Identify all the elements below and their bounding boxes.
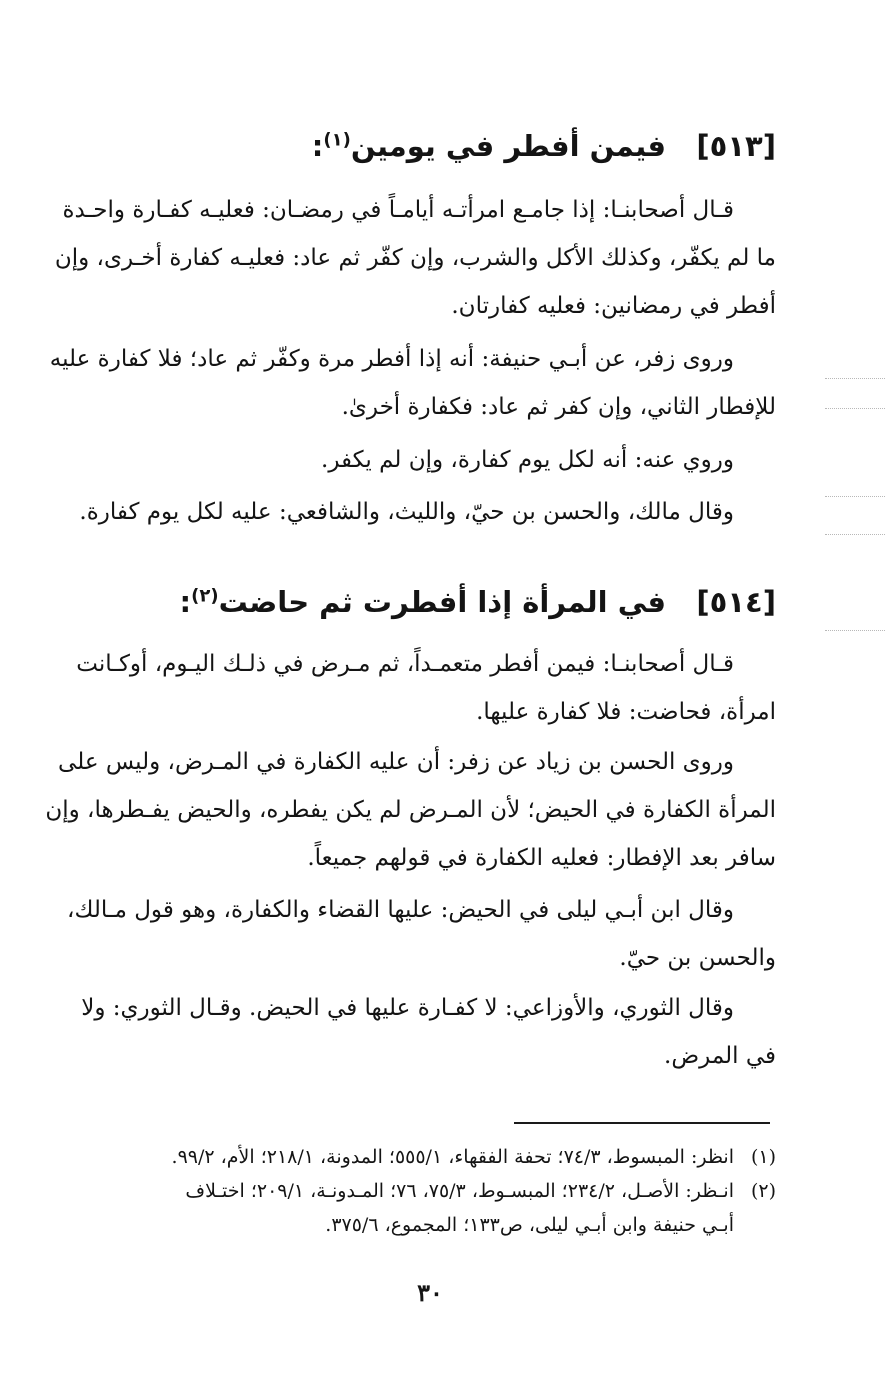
margin-dots bbox=[825, 408, 885, 409]
footnote-separator bbox=[514, 1122, 770, 1124]
paragraph bbox=[30, 488, 776, 536]
section-heading-514 bbox=[30, 582, 776, 622]
footnote-1 bbox=[30, 1140, 776, 1174]
paragraph bbox=[30, 984, 776, 1080]
footnote-text bbox=[30, 1140, 734, 1174]
text-line: أفطر في رمضانين: فعليه كفارتان. bbox=[451, 293, 776, 319]
paragraph bbox=[30, 886, 776, 982]
section-title: في المرأة إذا أفطرت ثم حاضت bbox=[218, 585, 667, 619]
text-line: وقال ابن أبـي ليلى في الحيض: عليها القضاء والكفارة، وهو قول مـالك، bbox=[67, 897, 734, 923]
text-line: وقال مالك، والحسن بن حيّ، والليث، والشافعي: عليه لكل يوم كفارة. bbox=[79, 499, 734, 525]
text-line: امرأة، فحاضت: فلا كفارة عليها. bbox=[476, 699, 776, 725]
footnote-number: (٢) bbox=[750, 1180, 776, 1202]
footnote-number: (١) bbox=[750, 1146, 776, 1168]
title-colon: : bbox=[179, 585, 192, 619]
footnote-marker[interactable]: (٢) bbox=[191, 585, 219, 607]
text-line: وروى الحسن بن زياد عن زفر: أن عليه الكفارة في المـرض، وليس على bbox=[58, 749, 734, 775]
text-line: قـال أصحابنـا: إذا جامـع امرأتـه أيامـاً في رمضـان: فعليـه كفـارة واحـدة bbox=[62, 197, 734, 223]
footnote-text bbox=[30, 1174, 734, 1242]
paragraph bbox=[30, 738, 776, 882]
footnote-line: انظر: المبسوط، ٧٤/٣؛ تحفة الفقهاء، ٥٥٥/١؛ المدونة، ٢١٨/١؛ الأم، ٩٩/٢. bbox=[171, 1146, 734, 1168]
text-line: المرأة الكفارة في الحيض؛ لأن المـرض لم يكن يفطره، والحيض يفـطرها، وإن bbox=[45, 797, 776, 823]
text-line: وقال الثوري، والأوزاعي: لا كفـارة عليها في الحيض. وقـال الثوري: ولا bbox=[81, 995, 734, 1021]
paragraph bbox=[30, 186, 776, 330]
paragraph bbox=[30, 436, 776, 484]
footnote-marker[interactable]: (١) bbox=[323, 129, 351, 151]
text-line: قـال أصحابنـا: فيمن أفطر متعمـداً، ثم مـرض في ذلـك اليـوم، أوكـانت bbox=[76, 651, 734, 677]
text-line: للإفطار الثاني، وإن كفر ثم عاد: فكفارة أخرىٰ. bbox=[341, 394, 776, 420]
text-line: وروى زفر، عن أبـي حنيفة: أنه إذا أفطر مرة وكفّر ثم عاد؛ فلا كفارة عليه bbox=[49, 346, 734, 372]
section-heading-513 bbox=[30, 126, 776, 166]
section-number: [٥١٤] bbox=[696, 585, 776, 619]
section-title: فيمن أفطر في يومين bbox=[350, 129, 667, 163]
margin-dots bbox=[825, 378, 885, 379]
text-line: في المرض. bbox=[664, 1043, 776, 1069]
margin-dots bbox=[825, 630, 885, 631]
footnote-line: أبـي حنيفة وابن أبـي ليلى، ص١٣٣؛ المجموع، ٣٧٥/٦. bbox=[325, 1214, 734, 1236]
text-line: ما لم يكفّر، وكذلك الأكل والشرب، وإن كفّر ثم عاد: فعليـه كفارة أخـرى، وإن bbox=[54, 245, 776, 271]
margin-dots bbox=[825, 496, 885, 497]
title-colon: : bbox=[311, 129, 324, 163]
paragraph bbox=[30, 640, 776, 736]
section-number: [٥١٣] bbox=[696, 129, 776, 163]
margin-dots bbox=[825, 534, 885, 535]
paragraph bbox=[30, 335, 776, 431]
text-line: والحسن بن حيّ. bbox=[619, 945, 776, 971]
book-page bbox=[30, 0, 782, 1380]
page-number: ٣٠ bbox=[417, 1278, 443, 1307]
text-line: وروي عنه: أنه لكل يوم كفارة، وإن لم يكفر. bbox=[321, 447, 734, 473]
text-line: سافر بعد الإفطار: فعليه الكفارة في قولهم جميعاً. bbox=[307, 845, 776, 871]
footnote-line: انـظر: الأصـل، ٢٣٤/٢؛ المبسـوط، ٧٥/٣، ٧٦؛ المـدونـة، ٢٠٩/١؛ اختـلاف bbox=[185, 1180, 734, 1202]
footnotes bbox=[30, 1140, 776, 1242]
footnote-2 bbox=[30, 1174, 776, 1242]
